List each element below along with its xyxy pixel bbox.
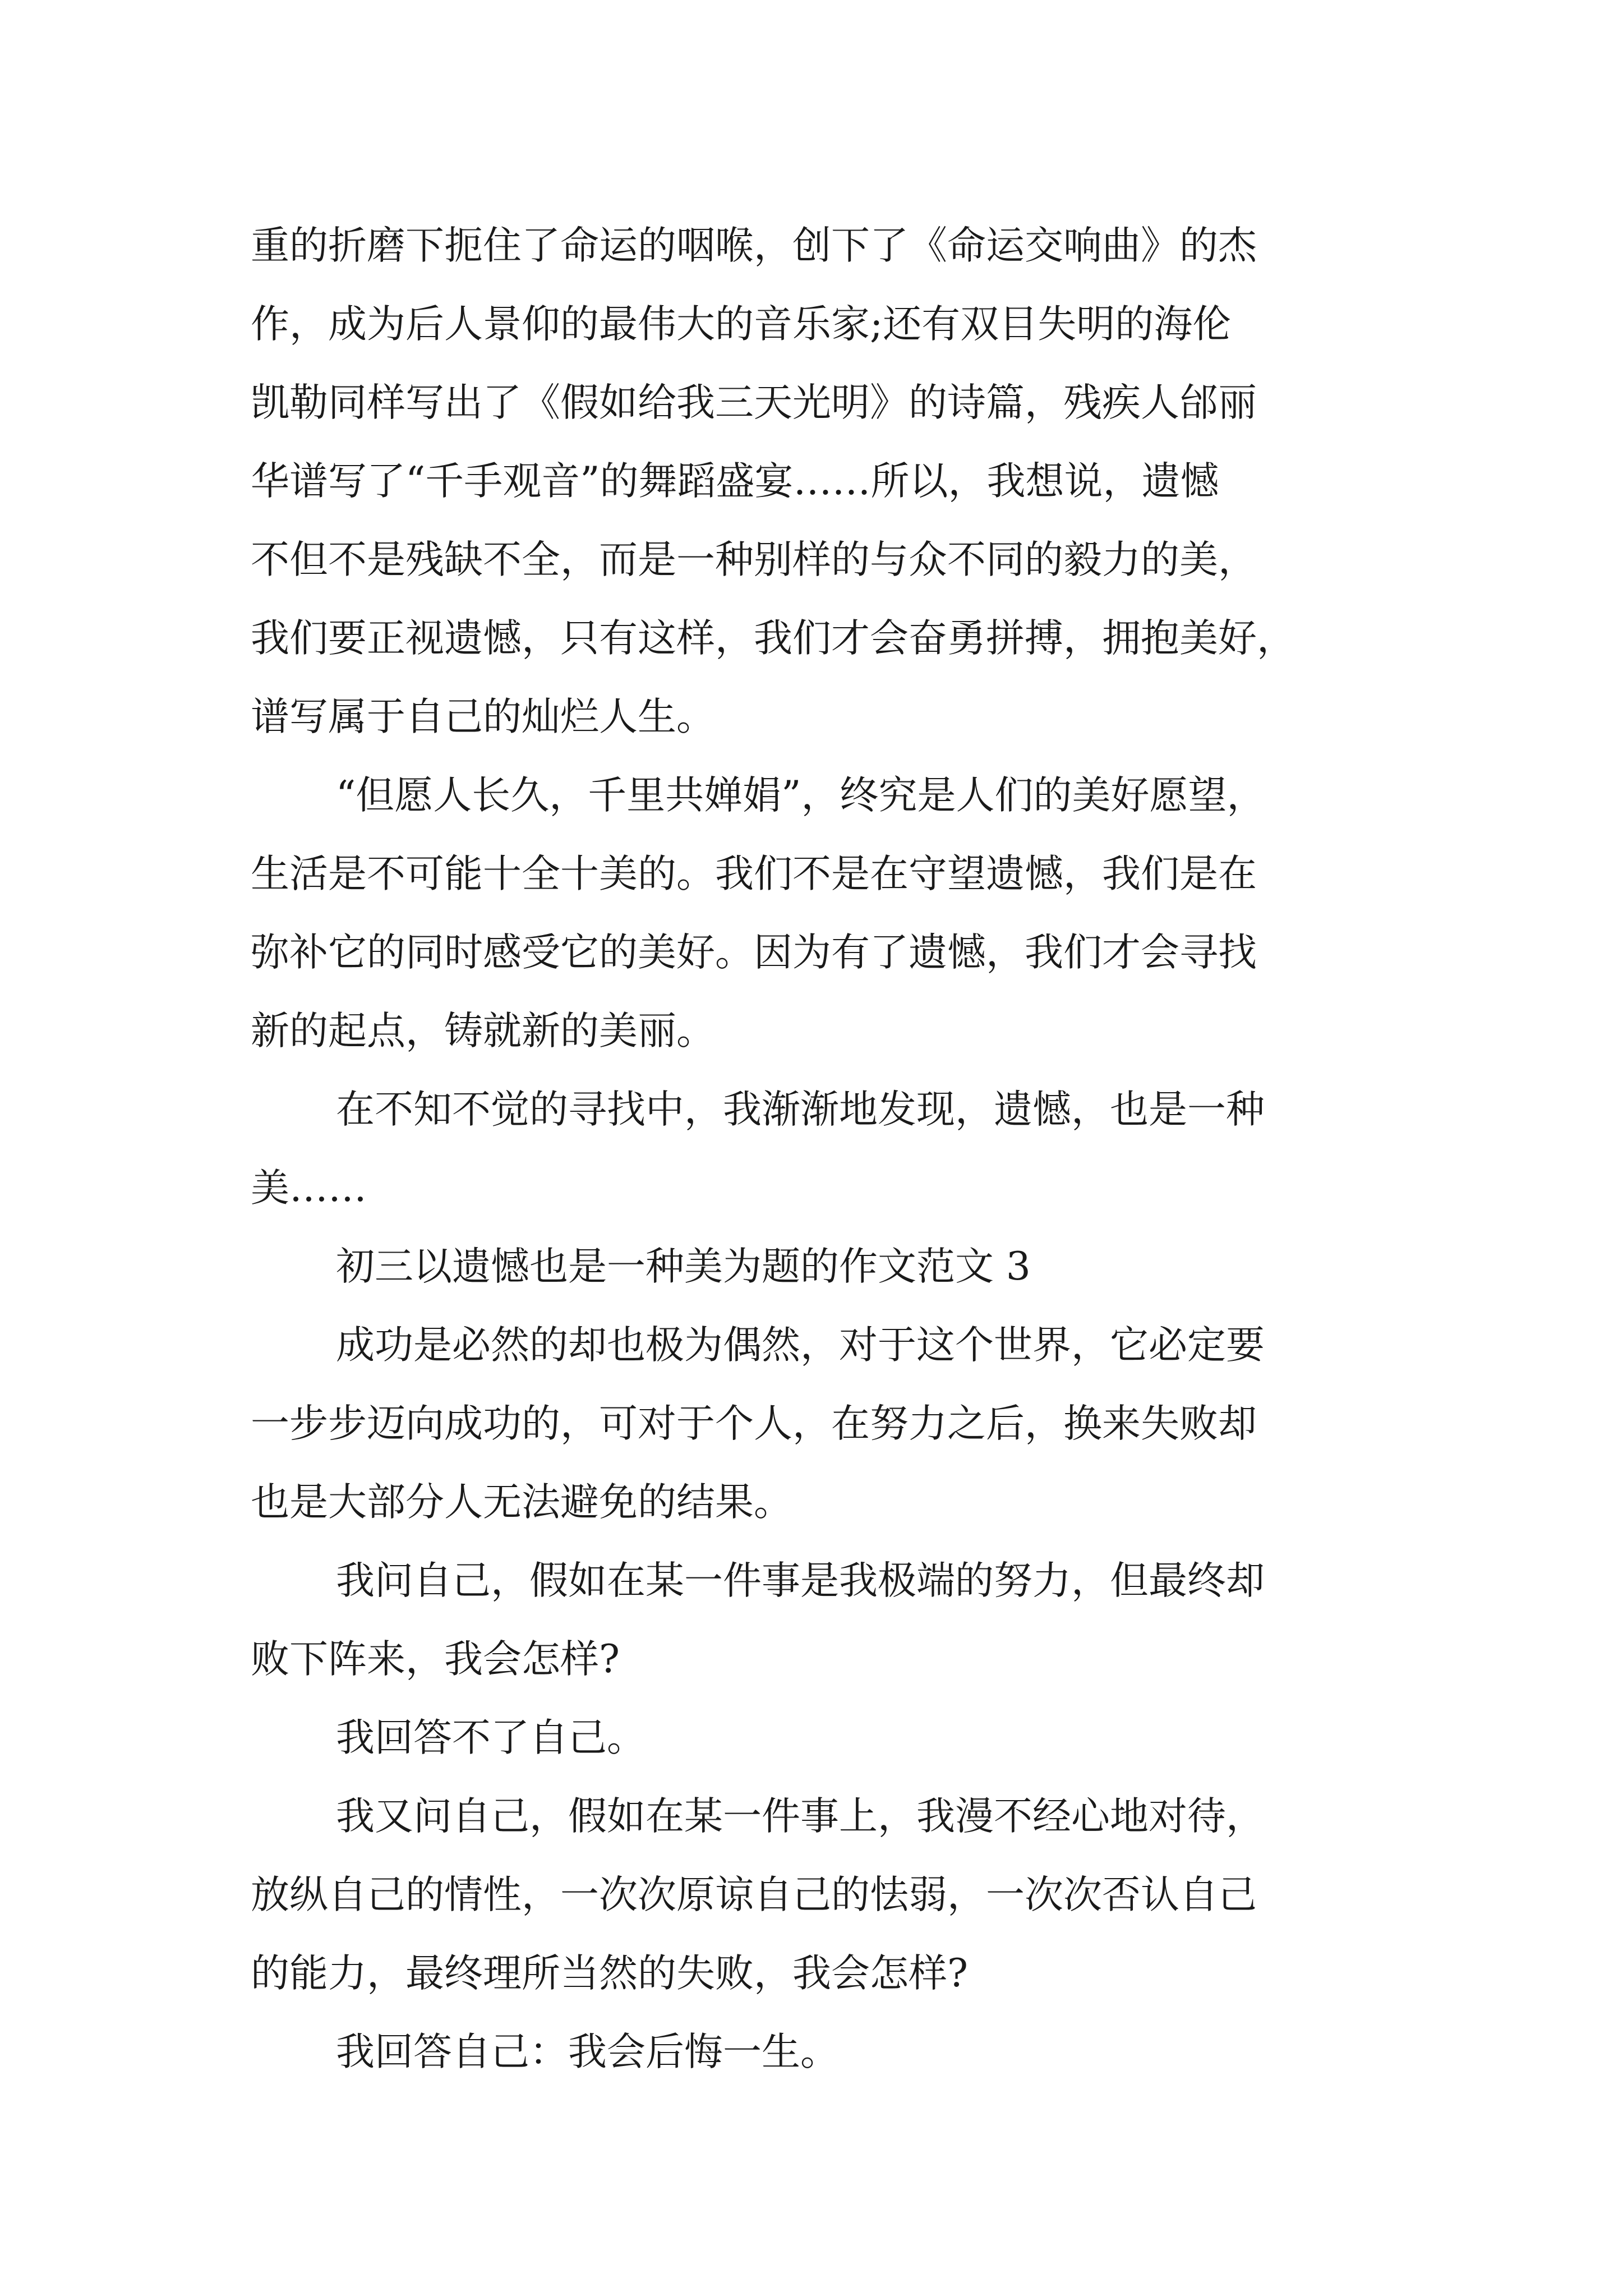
text-line: 我们要正视遗憾，只有这样，我们才会奋勇拼搏，拥抱美好，	[251, 616, 1295, 661]
heading-text: 初三以遗憾也是一种美为题的作文范文 3	[336, 1244, 1031, 1289]
text-line: 作，成为后人景仰的最伟大的音乐家;还有双目失明的海伦	[251, 302, 1232, 347]
text-line: 凯勒同样写出了《假如给我三天光明》的诗篇，残疾人邰丽	[251, 380, 1257, 425]
text-line: “但愿人长久，千里共婵娟”，终究是人们的美好愿望，	[336, 773, 1266, 818]
text-line: 弥补它的同时感受它的美好。因为有了遗憾，我们才会寻找	[251, 930, 1257, 975]
text-line: 谱写属于自己的灿烂人生。	[251, 694, 715, 739]
text-line: 我回答自己：我会后悔一生。	[336, 2030, 839, 2074]
text-line: 我问自己，假如在某一件事是我极端的努力，但最终却	[336, 1558, 1265, 1603]
text-line: 重的折磨下扼住了命运的咽喉，创下了《命运交响曲》的杰	[251, 223, 1257, 268]
text-line: 不但不是残缺不全，而是一种别样的与众不同的毅力的美，	[251, 537, 1257, 582]
paragraph	[251, 2013, 1384, 2091]
text-line: 美……	[251, 1166, 367, 1211]
paragraph	[251, 206, 1384, 756]
text-line: 一步步迈向成功的，可对于个人，在努力之后，换来失败却	[251, 1401, 1257, 1446]
text-line: 生活是不可能十全十美的。我们不是在守望遗憾，我们是在	[251, 852, 1257, 896]
paragraph	[251, 756, 1384, 1070]
text-line: 新的起点，铸就新的美丽。	[251, 1009, 715, 1053]
text-line: 我回答不了自己。	[336, 1715, 645, 1760]
text-line: 也是大部分人无法避免的结果。	[251, 1480, 792, 1525]
paragraph	[251, 1542, 1384, 1699]
paragraph	[251, 1306, 1384, 1542]
text-line: 在不知不觉的寻找中，我渐渐地发现，遗憾，也是一种	[336, 1087, 1265, 1132]
text-line: 成功是必然的却也极为偶然，对于这个世界，它必定要	[336, 1323, 1265, 1368]
paragraph	[251, 1070, 1384, 1227]
paragraph	[251, 1777, 1384, 2013]
text-line: 华谱写了“千手观音”的舞蹈盛宴……所以，我想说，遗憾	[251, 459, 1219, 504]
section-heading	[251, 1227, 1384, 1306]
paragraph	[251, 1699, 1384, 1777]
text-line: 的能力，最终理所当然的失败，我会怎样?	[251, 1951, 968, 1996]
text-line: 放纵自己的情性，一次次原谅自己的怯弱，一次次否认自己	[251, 1872, 1257, 1917]
text-line: 败下阵来，我会怎样?	[251, 1637, 620, 1682]
text-line: 我又问自己，假如在某一件事上，我漫不经心地对待，	[336, 1794, 1265, 1839]
document-body	[251, 206, 1384, 2091]
